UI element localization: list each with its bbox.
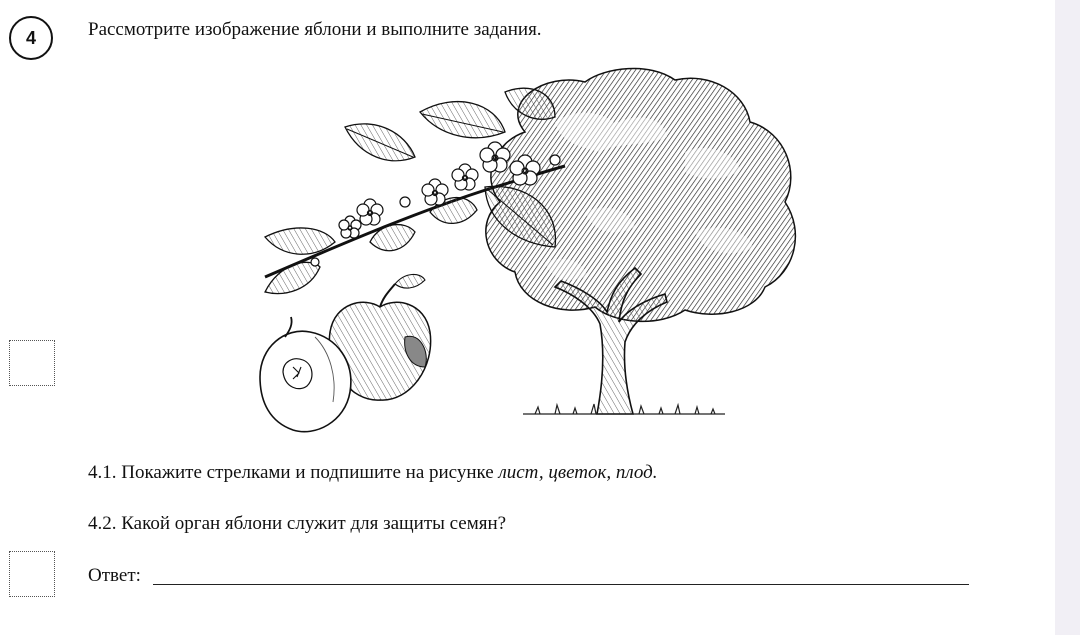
task-title: Рассмотрите изображение яблони и выполните задания.: [88, 19, 542, 40]
leaf-1: [345, 124, 415, 161]
answer-field[interactable]: [153, 584, 969, 585]
task-number: 4: [25, 27, 36, 48]
leaf-6: [265, 262, 320, 293]
leaf-2: [420, 102, 505, 138]
task-number-badge: [9, 16, 53, 60]
question-4-1-text: 4.1. Покажите стрелками и подпишите на рисунке: [88, 462, 494, 483]
viewer-side-strip: [1055, 0, 1080, 635]
question-4-2: 4.2. Какой орган яблони служит для защиты семян?: [88, 513, 507, 534]
score-box-4-1[interactable]: [9, 340, 55, 386]
question-4-1: [88, 462, 658, 484]
apple-tree-illustration: [255, 62, 810, 440]
answer-label: Ответ:: [88, 565, 141, 586]
score-box-4-2[interactable]: [9, 551, 55, 597]
question-4-1-terms: лист, цветок, плод.: [498, 462, 658, 483]
